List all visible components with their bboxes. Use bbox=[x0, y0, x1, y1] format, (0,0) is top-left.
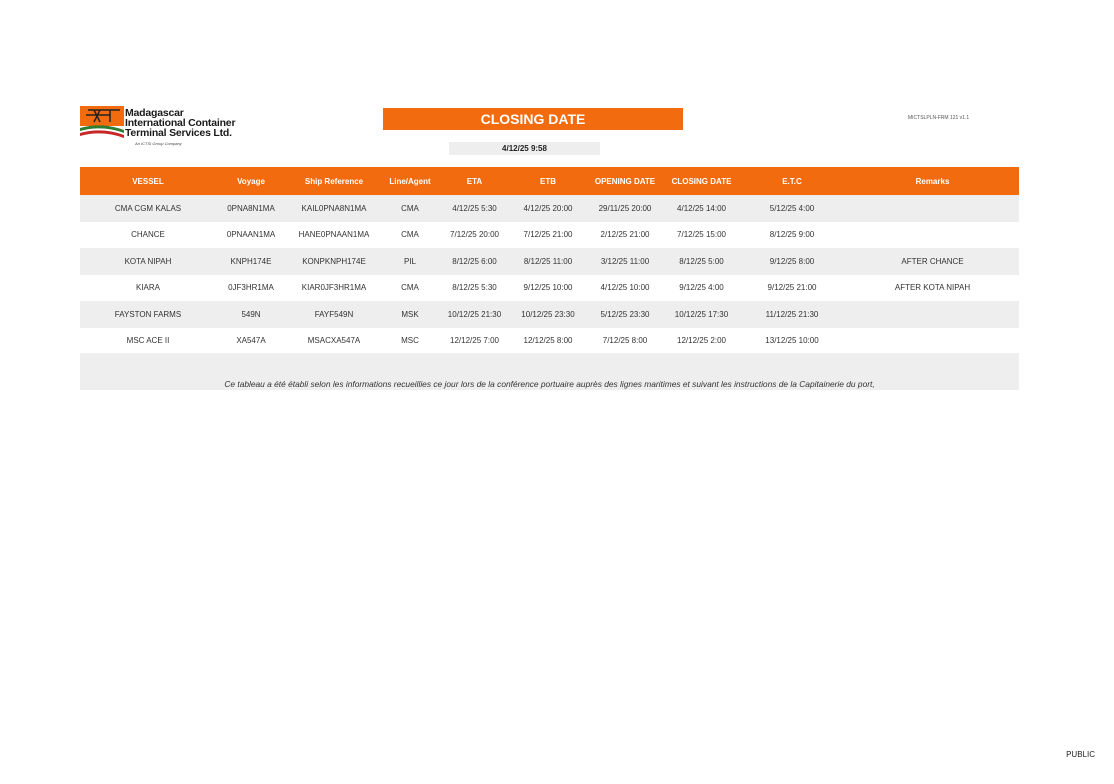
table-cell: 13/12/25 10:00 bbox=[765, 336, 819, 346]
table-cell: 12/12/25 7:00 bbox=[450, 336, 499, 346]
table-cell bbox=[846, 301, 1019, 328]
table-cell bbox=[846, 222, 1019, 249]
table-cell: 12/12/25 2:00 bbox=[677, 336, 726, 346]
table-cell: MSACXA547A bbox=[307, 336, 361, 346]
table-cell: 3/12/25 11:00 bbox=[600, 256, 650, 266]
table-cell: 4/12/25 20:00 bbox=[523, 203, 573, 213]
company-name: Madagascar International Container Terminal Services Ltd. bbox=[125, 107, 236, 139]
disclaimer-note: Ce tableau a été établi selon les informations recueillies ce jour lors de la conférence portuaire auprès des lignes maritimes et suivant les instructions de la Capitainerie du port, bbox=[80, 353, 1019, 390]
column-header-ship-reference: Ship Reference bbox=[304, 176, 364, 186]
company-logo bbox=[80, 106, 250, 148]
column-header-etb: ETB bbox=[540, 176, 556, 186]
table-row bbox=[80, 222, 1019, 249]
table-cell bbox=[846, 328, 1019, 355]
table-cell: 10/12/25 21:30 bbox=[447, 309, 502, 319]
table-cell: HANE0PNAAN1MA bbox=[298, 230, 370, 240]
column-header-opening-date: OPENING DATE bbox=[594, 176, 656, 186]
crane-logo-icon bbox=[80, 106, 124, 140]
table-cell: FAYF549N bbox=[314, 309, 354, 319]
table-cell: KOTA NIPAH bbox=[124, 256, 172, 266]
table-cell: MSC ACE II bbox=[126, 336, 170, 346]
table-header bbox=[80, 167, 1019, 195]
table-cell: 7/12/25 21:00 bbox=[523, 230, 573, 240]
table-cell: XA547A bbox=[236, 336, 266, 346]
company-tagline: An ICTSI Group Company bbox=[135, 141, 182, 146]
table-cell: 9/12/25 10:00 bbox=[523, 283, 573, 293]
table-cell: CMA bbox=[401, 230, 419, 240]
table-cell: KIARA bbox=[135, 283, 160, 293]
column-header-remarks: Remarks bbox=[915, 176, 950, 186]
table-cell: 0PNA8N1MA bbox=[227, 203, 275, 213]
table-cell: 7/12/25 15:00 bbox=[677, 230, 726, 240]
table-cell: CMA bbox=[401, 283, 419, 293]
report-date: 4/12/25 9:58 bbox=[449, 142, 600, 155]
table-cell bbox=[846, 195, 1019, 222]
table-cell: KAIL0PNA8N1MA bbox=[301, 203, 367, 213]
table-cell: 11/12/25 21:30 bbox=[765, 309, 819, 319]
table-cell: 8/12/25 9:00 bbox=[769, 230, 815, 240]
column-header-voyage: Voyage bbox=[237, 176, 265, 186]
table-cell: 7/12/25 20:00 bbox=[450, 230, 499, 240]
table-cell: MSC bbox=[401, 336, 419, 346]
column-header-etc: E.T.C bbox=[782, 176, 802, 186]
table-cell: 10/12/25 17:30 bbox=[674, 309, 729, 319]
table-cell: 4/12/25 5:30 bbox=[452, 203, 497, 213]
table-row bbox=[80, 275, 1019, 302]
table-cell: 5/12/25 23:30 bbox=[600, 309, 650, 319]
page-title: CLOSING DATE bbox=[383, 108, 683, 130]
table-row bbox=[80, 248, 1019, 275]
column-header-vessel: VESSEL bbox=[132, 176, 164, 186]
table-cell: FAYSTON FARMS bbox=[114, 309, 182, 319]
table-cell: 8/12/25 11:00 bbox=[523, 256, 573, 266]
table-cell: AFTER CHANCE bbox=[901, 256, 964, 266]
table-cell: 9/12/25 8:00 bbox=[769, 256, 815, 266]
table-body bbox=[80, 195, 1019, 354]
table-cell: 0PNAAN1MA bbox=[226, 230, 276, 240]
table-cell: PIL bbox=[403, 256, 416, 266]
closing-date-table bbox=[80, 167, 1019, 354]
table-cell: 10/12/25 23:30 bbox=[521, 309, 575, 319]
table-cell: 549N bbox=[241, 309, 261, 319]
table-cell: 29/11/25 20:00 bbox=[598, 203, 652, 213]
table-cell: 5/12/25 4:00 bbox=[769, 203, 815, 213]
table-cell: 7/12/25 8:00 bbox=[602, 336, 648, 346]
form-reference: MICTSLPLN-FRM 121 v1.1 bbox=[908, 115, 970, 121]
table-cell: 9/12/25 21:00 bbox=[767, 283, 817, 293]
classification-label: PUBLIC bbox=[1066, 750, 1095, 759]
table-cell: KONPKNPH174E bbox=[302, 256, 366, 266]
table-cell: 8/12/25 5:00 bbox=[679, 256, 724, 266]
table-cell: 8/12/25 5:30 bbox=[452, 283, 497, 293]
table-cell: MSK bbox=[401, 309, 419, 319]
table-cell: KNPH174E bbox=[230, 256, 272, 266]
table-cell: 8/12/25 6:00 bbox=[452, 256, 497, 266]
table-row bbox=[80, 328, 1019, 355]
column-header-line-agent: Line/Agent bbox=[389, 176, 431, 186]
table-cell: 9/12/25 4:00 bbox=[679, 283, 724, 293]
table-cell: 4/12/25 10:00 bbox=[600, 283, 650, 293]
table-cell: CHANCE bbox=[131, 230, 165, 240]
table-cell: 12/12/25 8:00 bbox=[523, 336, 573, 346]
column-header-closing-date: CLOSING DATE bbox=[671, 176, 732, 186]
column-header-eta: ETA bbox=[466, 176, 483, 186]
table-cell: AFTER KOTA NIPAH bbox=[894, 283, 971, 293]
table-cell: CMA bbox=[401, 203, 419, 213]
table-row bbox=[80, 195, 1019, 222]
table-row bbox=[80, 301, 1019, 328]
table-cell: KIAR0JF3HR1MA bbox=[301, 283, 367, 293]
table-cell: CMA CGM KALAS bbox=[114, 203, 182, 213]
table-cell: 2/12/25 21:00 bbox=[600, 230, 650, 240]
table-cell: 4/12/25 14:00 bbox=[677, 203, 726, 213]
table-cell: 0JF3HR1MA bbox=[228, 283, 274, 293]
